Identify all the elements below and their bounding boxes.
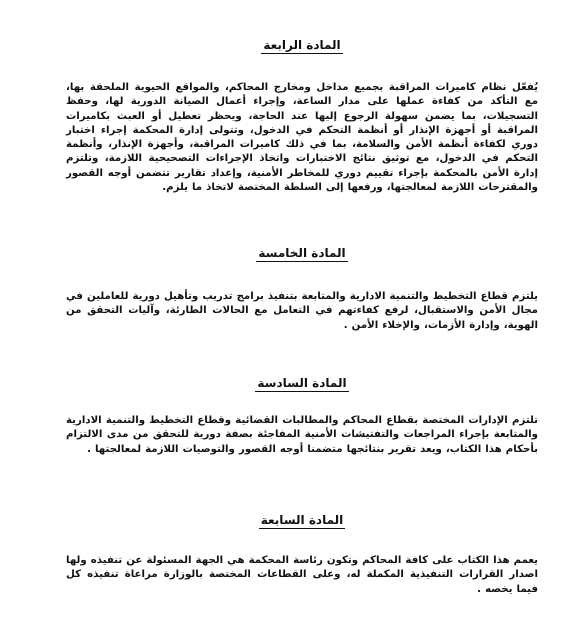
article-title: المادة السادسة [257,376,347,390]
article-title: المادة السابعة [260,513,344,527]
article-four [66,38,538,195]
article-heading [66,38,538,54]
article-heading [66,376,538,392]
article-heading [66,513,538,529]
article-heading [66,246,538,262]
article-title: المادة الخامسة [258,246,346,260]
article-title: المادة الرابعة [263,38,341,52]
article-body: يعمم هذا الكتاب على كافة المحاكم وتكون رئاسة المحكمة هي الجهة المسئولة عن تنفيذه ولها اصدار القرارات التنفيذية المكملة له، وعلى القطاعات المختصة بالوزارة مراعاة تنفيذه كل فيما يخصه . [66,555,538,595]
article-body: يلتزم قطاع التخطيط والتنمية الادارية والمتابعة بتنفيذ برامج تدريب وتأهيل دورية للعاملين في مجال الأمن والاستقبال، لرفع كفاءتهم في التعامل مع الحالات الطارئة، وآليات التحقق من الهوية، وإدارة الأزمات، والإخلاء الأمن . [66,291,538,331]
article-body: تلتزم الإدارات المختصة بقطاع المحاكم والمطالبات القضائية وقطاع التخطيط والتنمية الادارية والمتابعة بإجراء المراجعات والتفتيشات الأمنية المفاجئة بصفة دورية للتحقق من مدى الالتزام بأحكام هذا الكتاب، ويعد تقرير بنتائجها متضمنا أوجه القصور والتوصيات اللازمة لمعالجتها . [66,415,538,455]
article-five [66,246,538,333]
article-six [66,376,538,457]
article-seven [66,513,538,597]
article-body: يُفعّل نظام كاميرات المراقبة بجميع مداخل ومخارج المحاكم، والمواقع الحيوية الملحقة بها، مع التأكد من كفاءة عملها على مدار الساعة، وإجراء أعمال الصيانة الدورية لها، وحفظ التسجيلات، بما يضمن سهولة الرجوع إليها عند الحاجة، ويحظر تعطيل أو العبث بكاميرات المراقبة أو أجهزة الإنذار أو أنظمة التحكم في الدخول، وتتولى إدارة المحكمة إجراء اختبار دوري لكفاءة أنظمة الأمن والسلامة، بما في ذلك كاميرات المراقبة، وأجهزة الإنذار، وأنظمة التحكم في الدخول، مع توثيق نتائج الاختبارات واتخاذ الإجراءات التصحيحية اللازمة، وتلتزم إدارة الأمن بالمحكمة بإجراء تقييم دوري للمخاطر الأمنية، وإعداد تقارير تتضمن أوجه القصور والمقترحات اللازمة لمعالجتها، ورفعها إلى السلطة المختصة لاتخاذ ما يلزم. [66,82,538,194]
